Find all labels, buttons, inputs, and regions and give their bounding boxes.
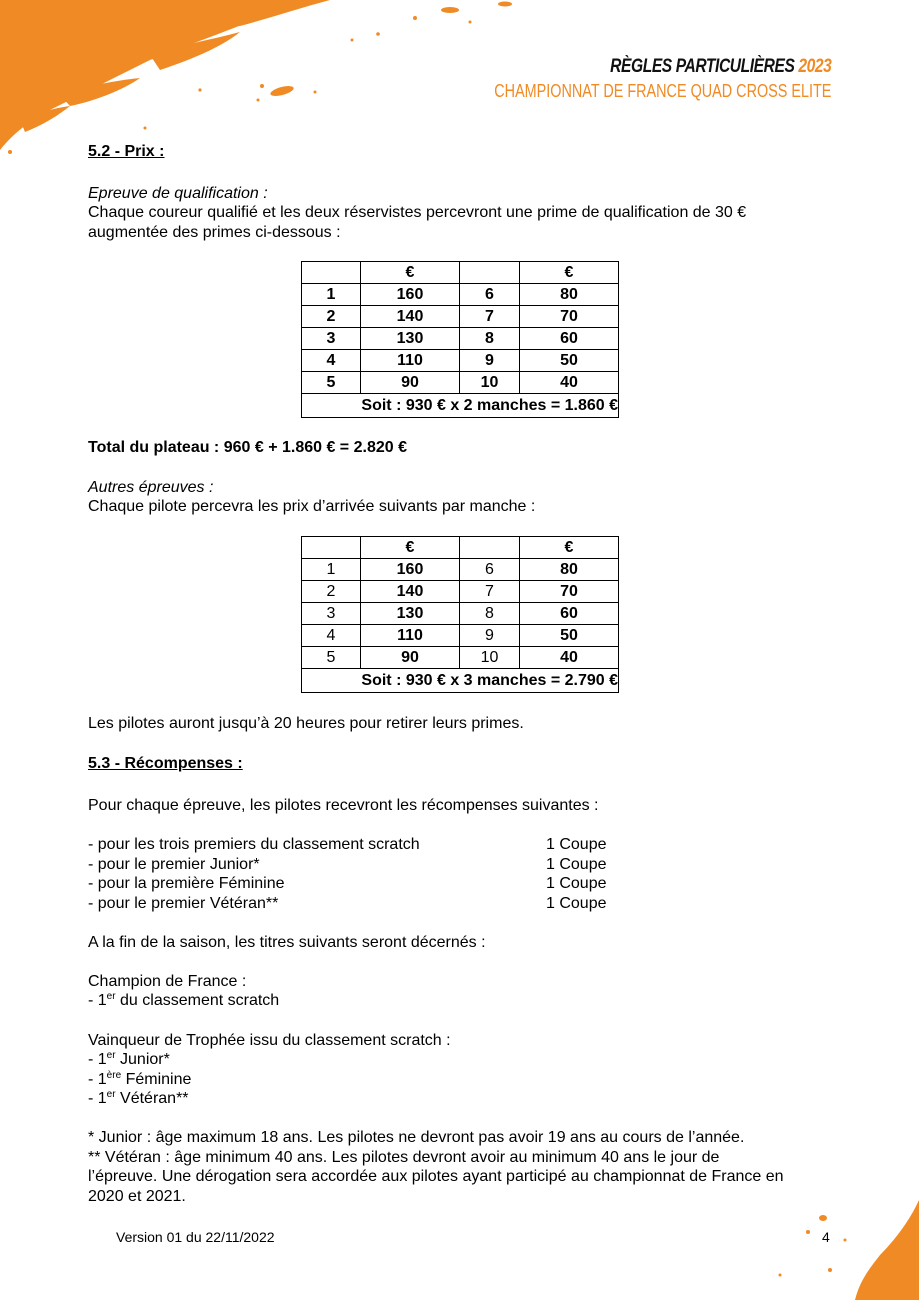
table-cell: 6 — [460, 559, 520, 581]
retrait-text: Les pilotes auront jusqu’à 20 heures pour retirer leurs primes. — [88, 715, 524, 732]
table-cell: 160 — [361, 284, 460, 306]
trophee-item — [88, 1089, 189, 1109]
table-cell: 60 — [520, 603, 619, 625]
trophee-item-post: Vétéran** — [115, 1090, 189, 1107]
qualif-title: Epreuve de qualification : — [88, 185, 268, 202]
section-heading-recompenses: 5.3 - Récompenses : — [88, 755, 243, 772]
table-row — [302, 559, 619, 581]
table-row — [302, 328, 619, 350]
table-cell: 140 — [361, 306, 460, 328]
reward-label: - pour le premier Vétéran** — [88, 895, 279, 912]
table-cell: 90 — [361, 372, 460, 394]
table-cell: 10 — [460, 647, 520, 669]
header-title-text: RÈGLES PARTICULIÈRES — [609, 56, 795, 77]
table-row — [302, 581, 619, 603]
reward-label: - pour la première Féminine — [88, 875, 285, 892]
trophee-title: Vainqueur de Trophée issu du classement scratch : — [88, 1032, 451, 1049]
table-cell: 4 — [302, 350, 361, 372]
table-cell: 80 — [520, 559, 619, 581]
table-cell: 8 — [460, 603, 520, 625]
table-row — [302, 306, 619, 328]
table-header-cell — [460, 537, 520, 559]
table-cell: 90 — [361, 647, 460, 669]
table-row — [302, 603, 619, 625]
table-cell: 10 — [460, 372, 520, 394]
trophee-item-post: Junior* — [115, 1051, 170, 1068]
table-cell: 80 — [520, 284, 619, 306]
table-header-cell — [302, 262, 361, 284]
table-row — [302, 372, 619, 394]
table-cell: 2 — [302, 581, 361, 603]
table-cell: 9 — [460, 625, 520, 647]
table-row — [302, 647, 619, 669]
trophee-item-sup: ère — [106, 1070, 122, 1081]
table-cell: 6 — [460, 284, 520, 306]
table-header-cell — [460, 262, 520, 284]
table-total-row — [302, 394, 619, 418]
table-cell: 130 — [361, 328, 460, 350]
prize-table-qualification — [301, 261, 619, 418]
autres-title: Autres épreuves : — [88, 479, 214, 496]
table-cell: 50 — [520, 625, 619, 647]
table-cell: 110 — [361, 350, 460, 372]
prize-table-autres — [301, 536, 619, 693]
table-cell: 40 — [520, 647, 619, 669]
table-cell: 2 — [302, 306, 361, 328]
qualif-text-1: Chaque coureur qualifié et les deux réservistes percevront une prime de qualification de 30 € — [88, 204, 747, 221]
table-total-cell: Soit : 930 € x 2 manches = 1.860 € — [302, 394, 619, 418]
table-cell: 7 — [460, 306, 520, 328]
table-cell: 70 — [520, 581, 619, 603]
champion-item-sup: er — [106, 991, 116, 1002]
table-total-row — [302, 669, 619, 693]
table-header-cell: € — [361, 262, 460, 284]
table-cell: 1 — [302, 559, 361, 581]
table-row — [302, 625, 619, 647]
header-title — [485, 56, 831, 78]
qualif-text-2: augmentée des primes ci-dessous : — [88, 224, 341, 241]
table-cell: 9 — [460, 350, 520, 372]
table-header-cell: € — [520, 537, 619, 559]
note-veteran-1: ** Vétéran : âge minimum 40 ans. Les pilotes devront avoir au minimum 40 ans le jour de — [88, 1149, 720, 1166]
autres-text: Chaque pilote percevra les prix d’arrivée suivants par manche : — [88, 498, 536, 515]
document-header — [410, 56, 831, 102]
table-cell: 110 — [361, 625, 460, 647]
reward-value: 1 Coupe — [546, 836, 607, 853]
table-header-cell: € — [520, 262, 619, 284]
orange-brush-decoration-bottom — [760, 1180, 919, 1300]
table-row — [302, 284, 619, 306]
saison-text: A la fin de la saison, les titres suivants seront décernés : — [88, 934, 486, 951]
table-cell: 140 — [361, 581, 460, 603]
table-cell: 7 — [460, 581, 520, 603]
note-junior: * Junior : âge maximum 18 ans. Les pilotes ne devront pas avoir 19 ans au cours de l’année. — [88, 1129, 745, 1146]
table-cell: 5 — [302, 372, 361, 394]
table-cell: 130 — [361, 603, 460, 625]
trophee-item-post: Féminine — [121, 1071, 192, 1088]
trophee-item — [88, 1050, 170, 1070]
champion-item-pre: - 1 — [88, 992, 107, 1009]
section-heading-prix: 5.2 - Prix : — [88, 143, 165, 160]
table-cell: 1 — [302, 284, 361, 306]
table-total-cell: Soit : 930 € x 3 manches = 2.790 € — [302, 669, 619, 693]
trophee-item-pre: - 1 — [88, 1090, 107, 1107]
reward-value: 1 Coupe — [546, 875, 607, 892]
trophee-item — [88, 1070, 191, 1090]
table-header-cell — [302, 537, 361, 559]
table-cell: 40 — [520, 372, 619, 394]
trophee-item-pre: - 1 — [88, 1071, 107, 1088]
note-veteran-2: l’épreuve. Une dérogation sera accordée aux pilotes ayant participé au championnat de France en — [88, 1168, 784, 1185]
header-subtitle: CHAMPIONNAT DE FRANCE QUAD CROSS ELITE — [493, 81, 831, 101]
champion-item — [88, 991, 279, 1011]
table-cell: 70 — [520, 306, 619, 328]
reward-label: - pour les trois premiers du classement scratch — [88, 836, 420, 853]
table-cell: 5 — [302, 647, 361, 669]
reward-value: 1 Coupe — [546, 895, 607, 912]
table-header-cell: € — [361, 537, 460, 559]
footer-version: Version 01 du 22/11/2022 — [116, 1229, 275, 1245]
note-veteran-3: 2020 et 2021. — [88, 1188, 186, 1205]
table-cell: 50 — [520, 350, 619, 372]
recompenses-intro: Pour chaque épreuve, les pilotes recevront les récompenses suivantes : — [88, 797, 599, 814]
champion-item-post: du classement scratch — [115, 992, 280, 1009]
trophee-item-sup: er — [106, 1089, 116, 1100]
table-cell: 8 — [460, 328, 520, 350]
header-year: 2023 — [797, 56, 831, 77]
table-header-row — [302, 262, 619, 284]
total-plateau: Total du plateau : 960 € + 1.860 € = 2.820 € — [88, 439, 407, 456]
reward-value: 1 Coupe — [546, 856, 607, 873]
table-cell: 60 — [520, 328, 619, 350]
trophee-item-sup: er — [106, 1050, 116, 1061]
table-cell: 3 — [302, 603, 361, 625]
trophee-item-pre: - 1 — [88, 1051, 107, 1068]
table-cell: 3 — [302, 328, 361, 350]
table-header-row — [302, 537, 619, 559]
table-row — [302, 350, 619, 372]
table-cell: 160 — [361, 559, 460, 581]
champion-title: Champion de France : — [88, 973, 247, 990]
page-number: 4 — [822, 1229, 830, 1245]
reward-label: - pour le premier Junior* — [88, 856, 260, 873]
table-cell: 4 — [302, 625, 361, 647]
